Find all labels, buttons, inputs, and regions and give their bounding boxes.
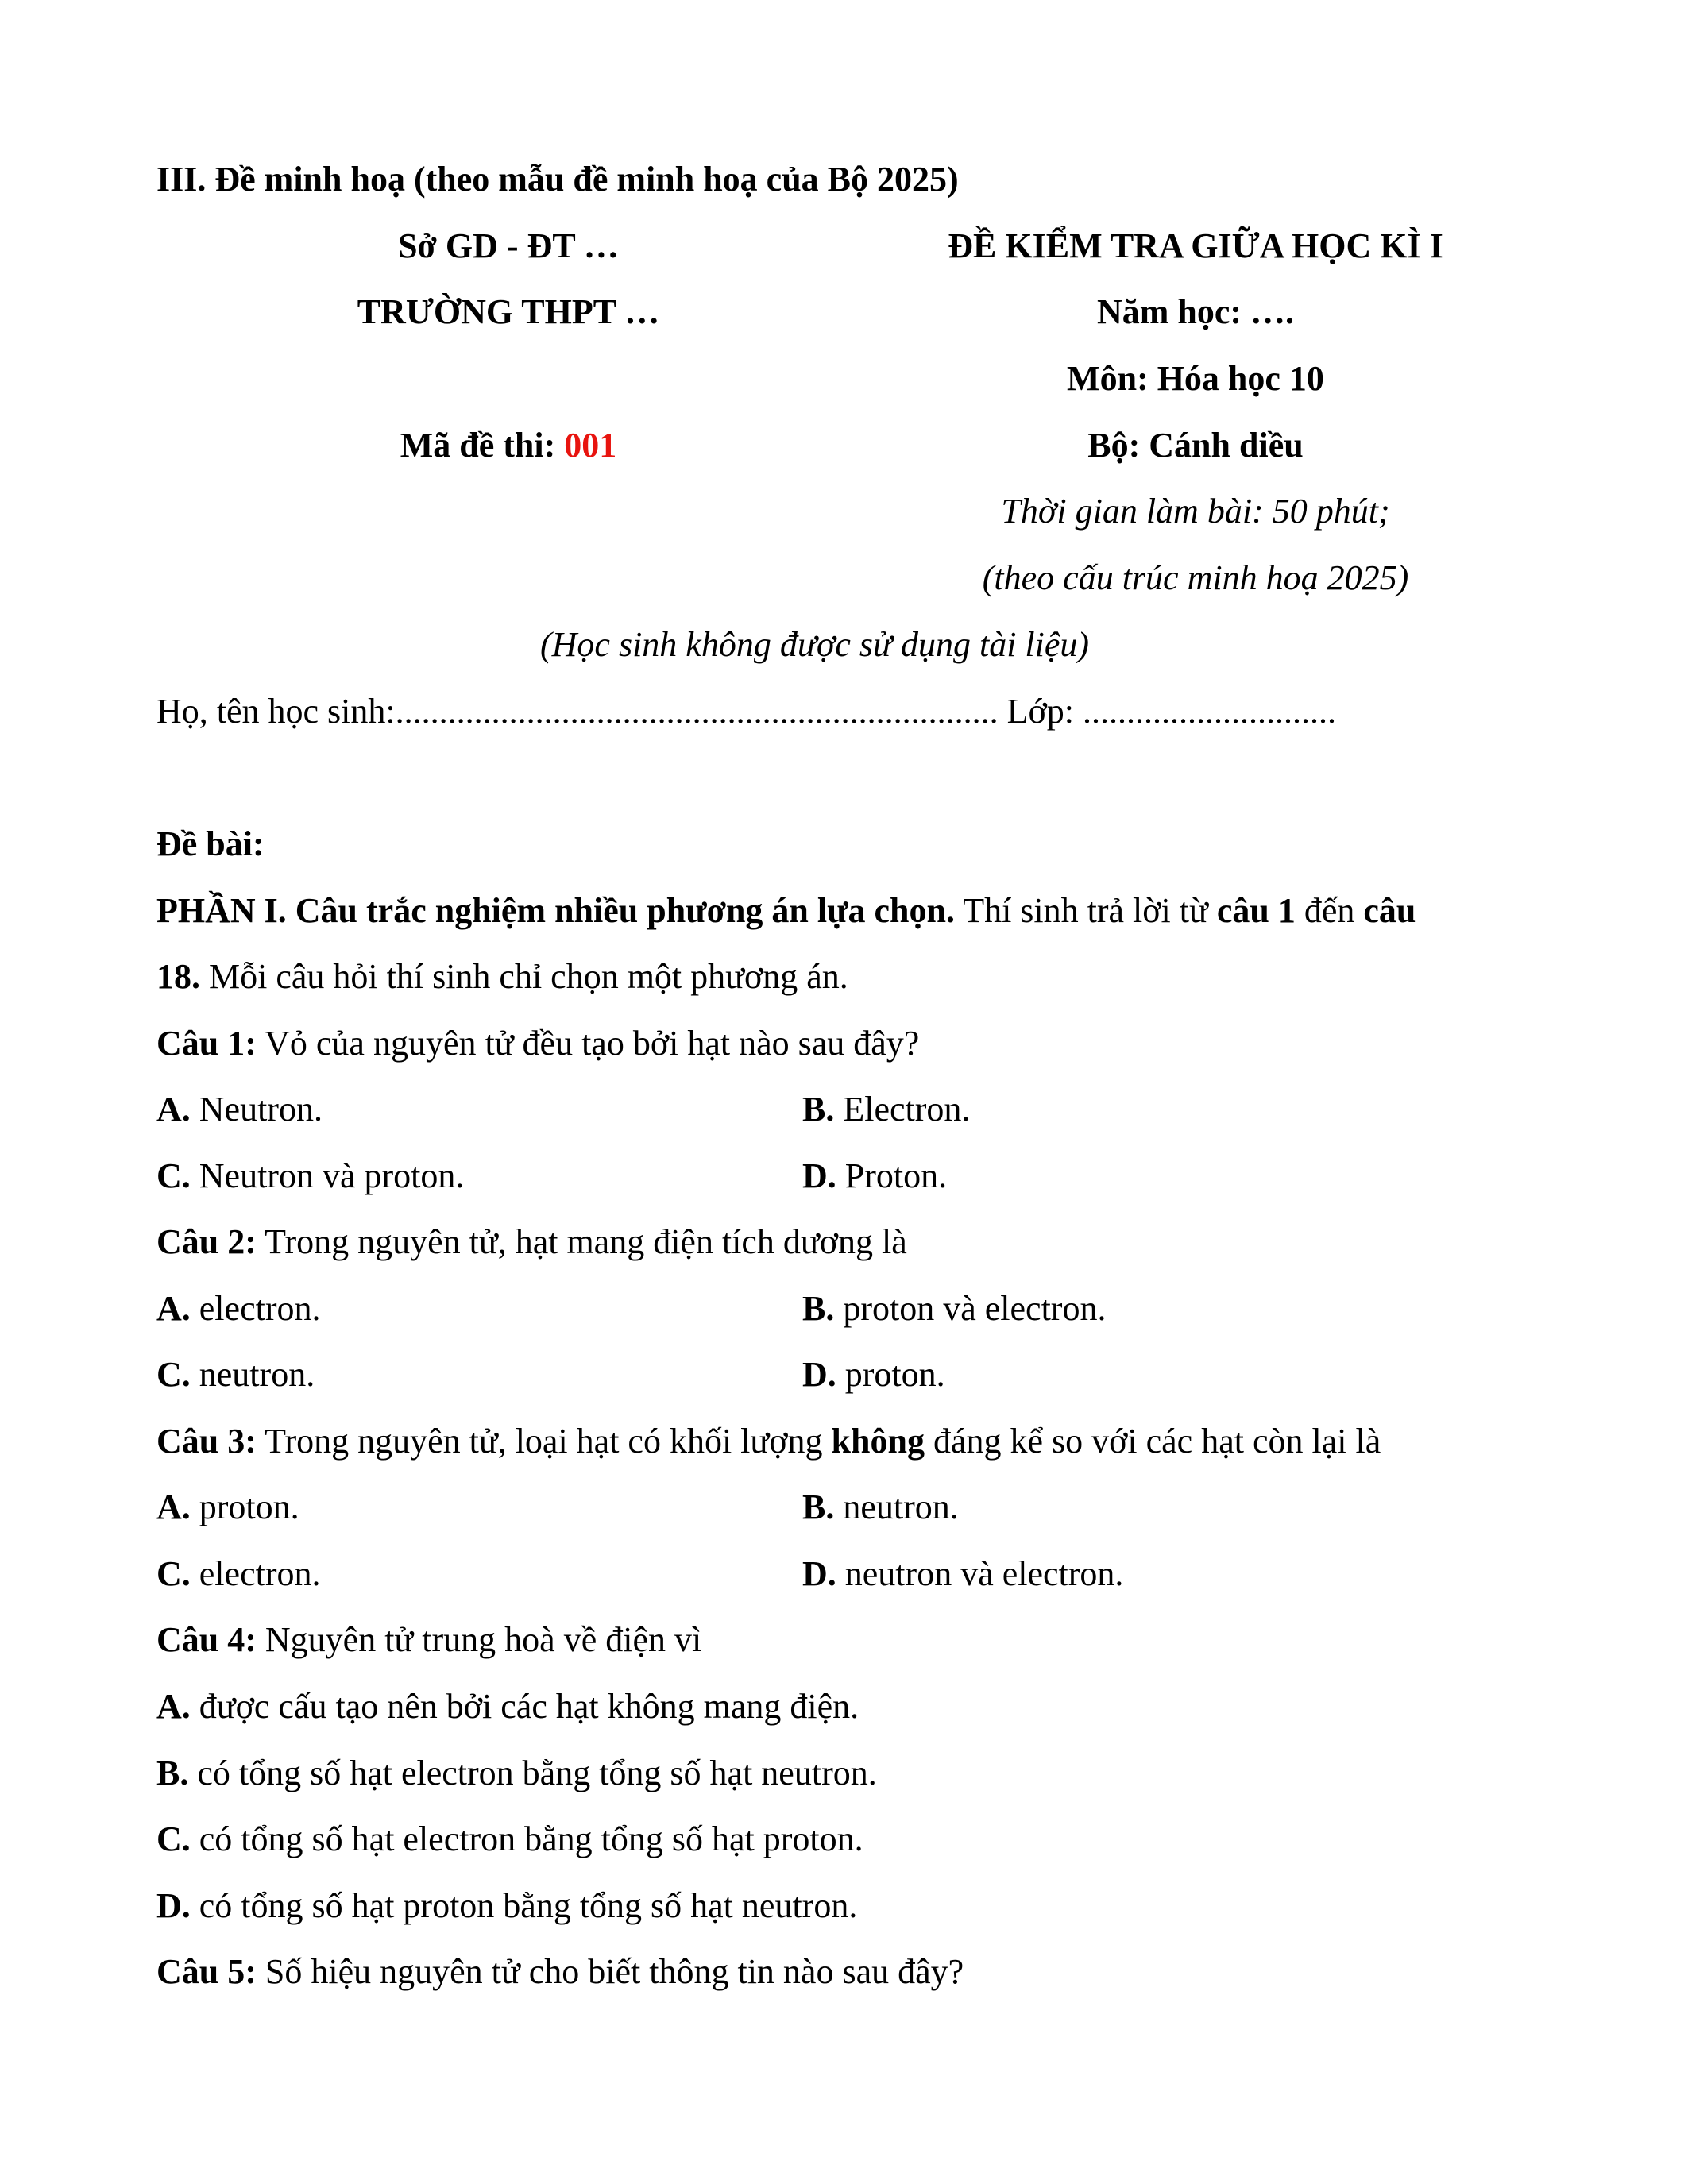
q1-option-a[interactable] [156,1086,323,1133]
option-text: có tổng số hạt electron bằng tổng số hạt proton. [190,1819,863,1858]
option-text: có tổng số hạt proton bằng tổng số hạt neutron. [190,1886,858,1925]
q4-option-d[interactable] [156,1882,857,1930]
option-text: neutron. [190,1355,315,1394]
question-label: Câu 5: [156,1952,257,1991]
option-text: được cấu tạo nên bởi các hạt không mang điện. [190,1687,859,1726]
question-4 [156,1616,701,1664]
option-text: proton và electron. [834,1289,1107,1328]
part1-instr-text: đến [1295,891,1364,930]
question-label: Câu 4: [156,1620,257,1659]
question-text: Trong nguyên tử, hạt mang điện tích dương là [256,1222,907,1261]
q3-option-b[interactable] [802,1484,959,1531]
department-label: Sở GD - ĐT … [398,226,619,265]
part1-instruction-line1 [156,887,1416,935]
school-name: TRƯỜNG THPT … [357,292,660,331]
question-text: Số hiệu nguyên tử cho biết thông tin nào sau đây? [256,1952,964,1991]
option-text: proton. [190,1488,299,1526]
option-text: Proton. [836,1156,948,1195]
exam-code-label: Mã đề thi: [400,426,565,465]
subject: Môn: Hóa học 10 [1067,359,1324,398]
part1-instruction-line2 [156,953,848,1001]
option-label: B. [156,1754,189,1792]
question-label: Câu 3: [156,1422,257,1461]
q4-option-a[interactable] [156,1683,859,1731]
no-materials-note: (Học sinh không được sử dụng tài liệu) [540,625,1090,664]
question-text: Vỏ của nguyên tử đều tạo bởi hạt nào sau đây? [256,1024,920,1063]
option-label: D. [802,1554,836,1593]
question-2 [156,1218,907,1266]
option-label: B. [802,1090,835,1129]
option-text: neutron và electron. [836,1554,1124,1593]
part1-instr-to: câu [1363,891,1416,930]
option-label: B. [802,1488,835,1526]
q1-option-c[interactable] [156,1152,464,1200]
option-label: D. [802,1156,836,1195]
exam-code [151,422,866,469]
q4-option-b[interactable] [156,1750,877,1797]
student-name-line: Họ, tên học sinh:..................................................................... Lớp: ............................. [156,692,1336,731]
option-label: D. [156,1886,191,1925]
q2-option-b[interactable] [802,1285,1106,1333]
structure-note: (theo cấu trúc minh hoạ 2025) [982,558,1409,597]
q3-option-c[interactable] [156,1550,320,1598]
q3-option-a[interactable] [156,1484,299,1531]
option-text: electron. [190,1554,321,1593]
school-year: Năm học: …. [1096,292,1295,331]
question-text: Trong nguyên tử, loại hạt có khối lượng [256,1422,832,1461]
part1-instr-from: câu 1 [1216,891,1296,930]
option-label: A. [156,1090,191,1129]
option-label: C. [156,1355,191,1394]
q2-option-a[interactable] [156,1285,320,1333]
q4-option-c[interactable] [156,1815,863,1863]
q2-option-d[interactable] [802,1351,945,1399]
textbook: Bộ: Cánh diều [1087,426,1304,465]
option-text: Neutron. [190,1090,323,1129]
q2-option-c[interactable] [156,1351,315,1399]
question-5 [156,1948,964,1996]
part1-instr-text: Thí sinh trả lời từ [955,891,1217,930]
part1-title: PHẦN I. Câu trắc nghiệm nhiều phương án lựa chọn. [156,891,955,930]
question-emphasis: không [831,1422,925,1461]
de-bai-heading: Đề bài: [156,824,265,863]
option-text: Electron. [834,1090,971,1129]
exam-duration: Thời gian làm bài: 50 phút; [1001,492,1390,531]
q3-option-d[interactable] [802,1550,1123,1598]
option-text: proton. [836,1355,945,1394]
option-text: Neutron và proton. [190,1156,465,1195]
option-text: neutron. [834,1488,959,1526]
question-3 [156,1418,1381,1465]
question-text: Nguyên tử trung hoà về điện vì [256,1620,702,1659]
part1-instr-to-number: 18. [156,957,200,996]
q1-option-b[interactable] [802,1086,970,1133]
option-label: A. [156,1488,191,1526]
question-label: Câu 2: [156,1222,257,1261]
option-label: A. [156,1687,191,1726]
question-text: đáng kể so với các hạt còn lại là [924,1422,1381,1461]
option-text: có tổng số hạt electron bằng tổng số hạt neutron. [188,1754,877,1792]
section-title: III. Đề minh hoạ (theo mẫu đề minh hoạ của Bộ 2025) [156,160,959,199]
option-label: D. [802,1355,836,1394]
option-label: B. [802,1289,835,1328]
option-label: C. [156,1819,191,1858]
option-label: C. [156,1156,191,1195]
question-label: Câu 1: [156,1024,257,1063]
part1-instr-text: Mỗi câu hỏi thí sinh chỉ chọn một phương án. [200,957,848,996]
exam-code-value: 001 [564,426,617,465]
exam-title: ĐỀ KIỂM TRA GIỮA HỌC KÌ I [948,226,1443,265]
option-label: A. [156,1289,191,1328]
option-text: electron. [190,1289,321,1328]
question-1 [156,1020,919,1067]
q1-option-d[interactable] [802,1152,947,1200]
option-label: C. [156,1554,191,1593]
